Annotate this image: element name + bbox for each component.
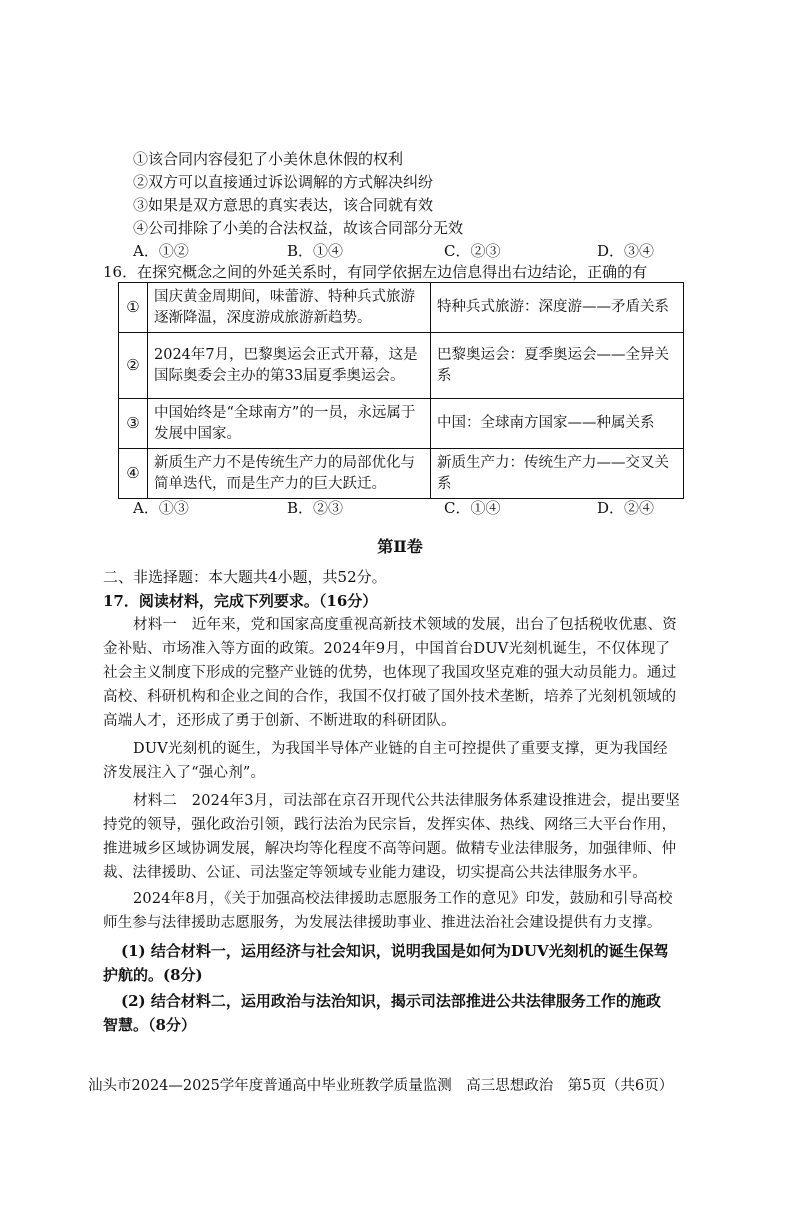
row-conclusion: 巴黎奥运会：夏季奥运会——全异关系 (431, 333, 684, 399)
material1-line: 高校、科研机构和企业之间的合作，我国不仅打破了国外技术垄断，培养了光刻机领域的 (103, 689, 677, 705)
q17-sub2: (2) 结合材料二，运用政治与法治知识，揭示司法部推进公共法律服务工作的施政 (121, 992, 661, 1010)
q17-sub1-cont: 护航的。(8分) (103, 966, 203, 984)
table-row (119, 449, 684, 499)
table-row (119, 283, 684, 333)
q17-sub2-cont: 智慧。（8分） (103, 1016, 196, 1034)
page-footer: 汕头市2024—2025学年度普通高中毕业班教学质量监测 高三思想政治 第5页（共6页） (88, 1078, 674, 1094)
row-conclusion: 新质生产力：传统生产力——交叉关系 (431, 449, 684, 499)
table-row (119, 399, 684, 449)
row-conclusion: 特种兵式旅游：深度游——矛盾关系 (431, 283, 684, 333)
material1-line: 金补贴、市场准入等方面的政策。2024年9月，中国首台DUV光刻机诞生，不仅体现了 (103, 641, 671, 657)
material1b-line: DUV光刻机的诞生，为我国半导体产业链的自主可控提供了重要支撑，更为我国经 (133, 741, 668, 757)
q17-stem: 17．阅读材料，完成下列要求。（16分） (103, 592, 378, 610)
q16-option-a: A．①③ (133, 499, 189, 517)
q15-option-c: C．②③ (444, 242, 501, 260)
row-number: ① (119, 283, 148, 333)
q15-statement-3: ③如果是双方意思的真实表达，该合同就有效 (133, 196, 434, 214)
table-row (119, 333, 684, 399)
q15-option-b: B．①④ (287, 242, 344, 260)
q16-table (118, 282, 684, 499)
q15-statement-1: ①该合同内容侵犯了小美休息休假的权利 (133, 150, 404, 168)
material2-line: 材料二 2024年3月，司法部在京召开现代公共法律服务体系建设推进会，提出要坚 (133, 793, 680, 809)
material1-line: 社会主义制度下形成的完整产业链的优势，也体现了我国攻坚克难的强大动员能力。通过 (103, 665, 677, 681)
row-number: ③ (119, 399, 148, 449)
q15-option-d: D．③④ (597, 242, 655, 260)
material1-line: 高端人才，还形成了勇于创新、不断进取的科研团队。 (103, 713, 456, 729)
row-info: 国庆黄金周期间，味蕾游、特种兵式旅游逐渐降温，深度游成旅游新趋势。 (148, 283, 431, 333)
row-info: 中国始终是“全球南方”的一员，永远属于发展中国家。 (148, 399, 431, 449)
q15-option-a: A．①② (133, 242, 189, 260)
row-conclusion: 中国：全球南方国家——种属关系 (431, 399, 684, 449)
q16-option-d: D．②④ (597, 499, 655, 517)
row-number: ④ (119, 449, 148, 499)
row-number: ② (119, 333, 148, 399)
material1b-line: 济发展注入了“强心剂”。 (103, 765, 266, 781)
q15-statement-2: ②双方可以直接通过诉讼调解的方式解决纠纷 (133, 173, 434, 191)
q17-sub1: (1) 结合材料一，运用经济与社会知识，说明我国是如何为DUV光刻机的诞生保驾 (121, 942, 669, 960)
material2b-line: 2024年8月，《关于加强高校法律援助志愿服务工作的意见》印发，鼓励和引导高校 (133, 891, 673, 907)
material2-line: 持党的领导，强化政治引领，践行法治为民宗旨，发挥实体、热线、网络三大平台作用， (103, 817, 677, 833)
q16-option-b: B．②③ (287, 499, 344, 517)
q16-option-c: C．①④ (444, 499, 501, 517)
section-heading: 二、非选择题：本大题共4小题，共52分。 (103, 568, 387, 586)
row-info: 新质生产力不是传统生产力的局部优化与简单迭代，而是生产力的巨大跃迁。 (148, 449, 431, 499)
row-info: 2024年7月，巴黎奥运会正式开幕，这是国际奥委会主办的第33届夏季奥运会。 (148, 333, 431, 399)
material2-line: 裁、法律援助、公证、司法鉴定等领域专业能力建设，切实提高公共法律服务水平。 (103, 865, 647, 881)
section-title: 第Ⅱ卷 (377, 537, 423, 556)
material1-line: 材料一 近年来，党和国家高度重视高新技术领域的发展，出台了包括税收优惠、资 (133, 617, 677, 633)
q16-stem: 16．在探究概念之间的外延关系时，有同学依据左边信息得出右边结论，正确的有 (103, 263, 648, 281)
material2b-line: 师生参与法律援助志愿服务，为发展法律援助事业、推进法治社会建设提供有力支撑。 (103, 915, 662, 931)
material2-line: 推进城乡区域协调发展，解决均等化程度不高等问题。做精专业法律服务，加强律师、仲 (103, 841, 677, 857)
q15-statement-4: ④公司排除了小美的合法权益，故该合同部分无效 (133, 219, 464, 237)
